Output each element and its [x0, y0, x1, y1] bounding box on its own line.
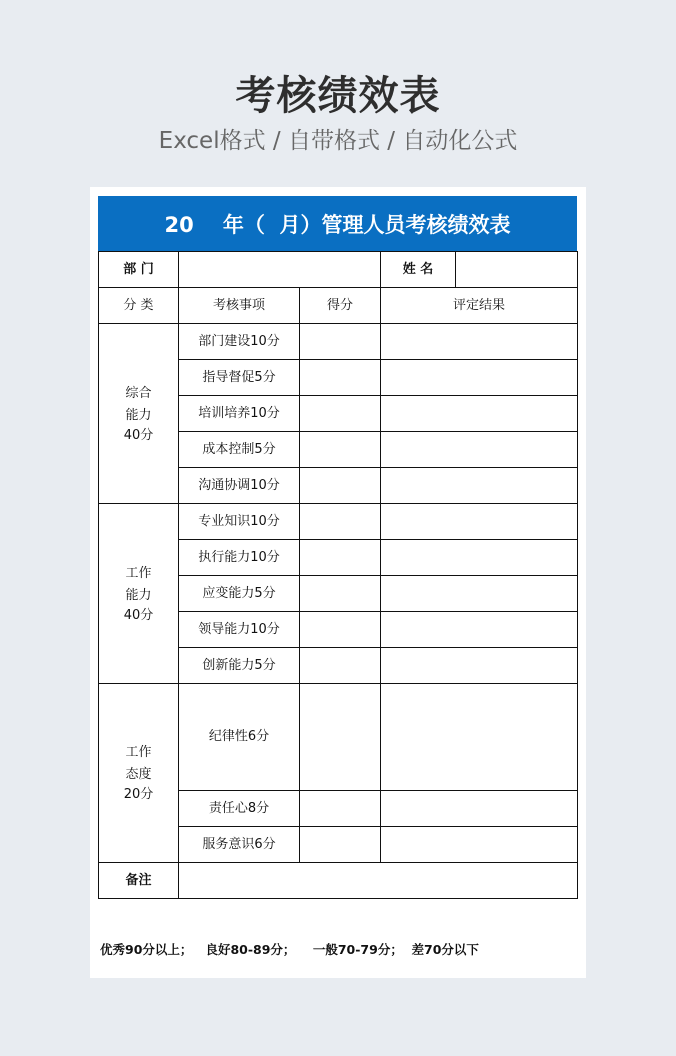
category-cell	[99, 684, 179, 863]
category-cell	[99, 324, 179, 504]
category-points: 20分	[123, 787, 154, 803]
score-cell[interactable]	[300, 324, 381, 360]
category-points: 40分	[123, 607, 154, 623]
result-cell[interactable]	[381, 684, 578, 791]
score-header: 得分	[300, 288, 381, 324]
item-cell: 领导能力10分	[179, 612, 300, 648]
result-cell[interactable]	[381, 648, 578, 684]
result-cell[interactable]	[381, 827, 578, 863]
item-cell: 成本控制5分	[179, 432, 300, 468]
table-row	[99, 504, 578, 540]
result-cell[interactable]	[381, 791, 578, 827]
table-row	[99, 288, 578, 324]
score-cell[interactable]	[300, 432, 381, 468]
table-row	[99, 324, 578, 360]
result-cell[interactable]	[381, 360, 578, 396]
grading-legend: 优秀90分以上； 良好80-89分； 一般70-79分； 差70分以下	[100, 942, 479, 957]
item-cell: 部门建设10分	[179, 324, 300, 360]
score-cell[interactable]	[300, 791, 381, 827]
remark-label: 备注	[99, 863, 179, 899]
remark-field[interactable]	[179, 863, 578, 899]
result-cell[interactable]	[381, 540, 578, 576]
item-cell: 沟通协调10分	[179, 468, 300, 504]
page-title: 考核绩效表	[235, 73, 441, 119]
item-cell: 执行能力10分	[179, 540, 300, 576]
item-cell: 培训培养10分	[179, 396, 300, 432]
table-row	[99, 684, 578, 791]
item-cell: 应变能力5分	[179, 576, 300, 612]
score-cell[interactable]	[300, 468, 381, 504]
item-cell: 专业知识10分	[179, 504, 300, 540]
item-header: 考核事项	[179, 288, 300, 324]
score-cell[interactable]	[300, 360, 381, 396]
score-cell[interactable]	[300, 576, 381, 612]
department-label: 部 门	[99, 252, 179, 288]
score-cell[interactable]	[300, 684, 381, 791]
category-label: 工作能力	[125, 565, 152, 603]
page-subtitle: Excel格式 / 自带格式 / 自动化公式	[158, 128, 518, 154]
result-cell[interactable]	[381, 468, 578, 504]
result-cell[interactable]	[381, 576, 578, 612]
table-row	[99, 863, 578, 899]
item-cell: 创新能力5分	[179, 648, 300, 684]
item-cell: 服务意识6分	[179, 827, 300, 863]
score-cell[interactable]	[300, 540, 381, 576]
result-cell[interactable]	[381, 504, 578, 540]
item-cell: 责任心8分	[179, 791, 300, 827]
item-cell: 指导督促5分	[179, 360, 300, 396]
form-card	[90, 187, 586, 978]
item-cell: 纪律性6分	[179, 684, 300, 791]
score-cell[interactable]	[300, 504, 381, 540]
result-cell[interactable]	[381, 612, 578, 648]
category-header: 分 类	[99, 288, 179, 324]
result-cell[interactable]	[381, 396, 578, 432]
result-cell[interactable]	[381, 324, 578, 360]
sheet-title: 20 年（ 月）管理人员考核绩效表	[98, 196, 577, 251]
category-label: 综合能力	[125, 385, 152, 423]
category-label: 工作态度	[125, 745, 152, 783]
name-field[interactable]	[456, 252, 578, 288]
score-cell[interactable]	[300, 612, 381, 648]
name-label: 姓 名	[381, 252, 456, 288]
table-row	[99, 252, 578, 288]
result-header: 评定结果	[381, 288, 578, 324]
category-points: 40分	[123, 427, 154, 443]
score-cell[interactable]	[300, 648, 381, 684]
department-field[interactable]	[179, 252, 381, 288]
category-cell	[99, 504, 179, 684]
evaluation-table	[98, 251, 578, 899]
result-cell[interactable]	[381, 432, 578, 468]
score-cell[interactable]	[300, 827, 381, 863]
score-cell[interactable]	[300, 396, 381, 432]
